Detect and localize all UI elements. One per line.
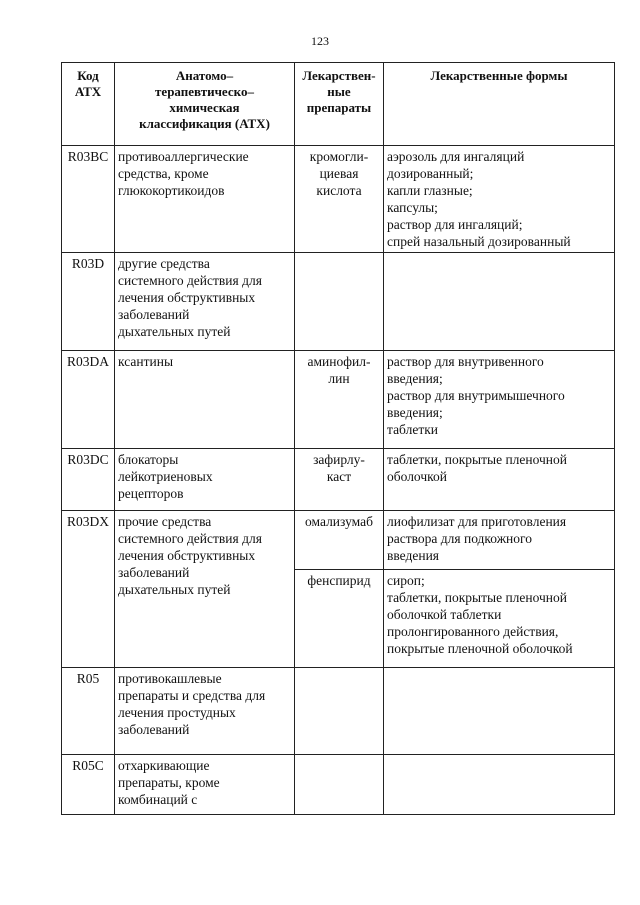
drug-cell bbox=[295, 755, 384, 815]
page-number: 123 bbox=[311, 34, 329, 48]
forms-cell: лиофилизат для приготовления раствора для подкожного введения bbox=[384, 511, 615, 570]
classification-cell: ксантины bbox=[115, 351, 295, 449]
header-code: Код АТХ bbox=[62, 63, 115, 146]
atc-code-cell: R03DX bbox=[62, 511, 115, 668]
table-row bbox=[62, 146, 615, 253]
drug-cell bbox=[295, 253, 384, 351]
atc-code-cell: R03BC bbox=[62, 146, 115, 253]
atc-code-cell: R05C bbox=[62, 755, 115, 815]
classification-cell: другие средства системного действия для лечения обструктивных заболеваний дыхательных путей bbox=[115, 253, 295, 351]
table-row bbox=[62, 253, 615, 351]
table-header-row bbox=[62, 63, 615, 146]
table-row bbox=[62, 351, 615, 449]
classification-cell: противокашлевые препараты и средства для лечения простудных заболеваний bbox=[115, 668, 295, 755]
forms-cell bbox=[384, 668, 615, 755]
forms-cell bbox=[384, 253, 615, 351]
drug-cell: кромогли- циевая кислота bbox=[295, 146, 384, 253]
table-row bbox=[62, 755, 615, 815]
atc-code-cell: R03D bbox=[62, 253, 115, 351]
table-row bbox=[62, 449, 615, 511]
classification-cell: прочие средства системного действия для лечения обструктивных заболеваний дыхательных путей bbox=[115, 511, 295, 668]
table-row bbox=[62, 668, 615, 755]
atc-code-cell: R05 bbox=[62, 668, 115, 755]
forms-cell: аэрозоль для ингаляций дозированный; капли глазные; капсулы; раствор для ингаляций; спрей назальный дозированный bbox=[384, 146, 615, 253]
forms-cell: таблетки, покрытые пленочной оболочкой bbox=[384, 449, 615, 511]
drug-cell: фенспирид bbox=[295, 570, 384, 668]
header-drugs: Лекарствен- ные препараты bbox=[295, 63, 384, 146]
drug-cell: зафирлу- каст bbox=[295, 449, 384, 511]
classification-cell: отхаркивающие препараты, кроме комбинаций с bbox=[115, 755, 295, 815]
drug-cell: омализумаб bbox=[295, 511, 384, 570]
atc-code-cell: R03DC bbox=[62, 449, 115, 511]
forms-cell: сироп; таблетки, покрытые пленочной оболочкой таблетки пролонгированного действия, покрытые пленочной оболочкой bbox=[384, 570, 615, 668]
atc-code-cell: R03DA bbox=[62, 351, 115, 449]
classification-cell: противоаллергические средства, кроме глюкокортикоидов bbox=[115, 146, 295, 253]
header-forms: Лекарственные формы bbox=[384, 63, 615, 146]
classification-cell: блокаторы лейкотриеновых рецепторов bbox=[115, 449, 295, 511]
table-row bbox=[62, 511, 615, 570]
drug-cell: аминофил- лин bbox=[295, 351, 384, 449]
drug-cell bbox=[295, 668, 384, 755]
atc-table bbox=[61, 62, 615, 815]
header-classification: Анатомо– терапевтическо– химическая классификация (АТХ) bbox=[115, 63, 295, 146]
forms-cell bbox=[384, 755, 615, 815]
forms-cell: раствор для внутривенного введения; раствор для внутримышечного введения; таблетки bbox=[384, 351, 615, 449]
